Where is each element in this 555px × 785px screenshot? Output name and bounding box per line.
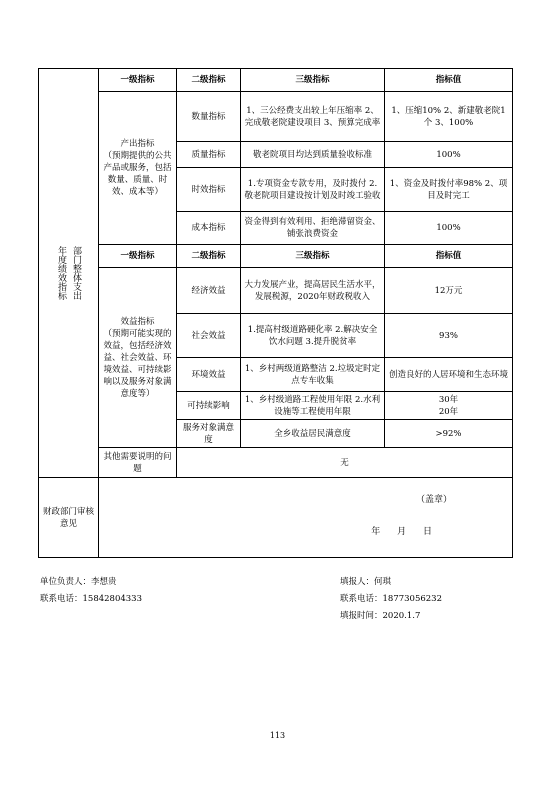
output-level2: 数量指标 [177, 92, 241, 142]
effect-level3: 1、乡村级道路工程使用年限 2.水利设施等工程使用年限 [241, 392, 385, 420]
effect-level3: 1、乡村两级道路整洁 2.垃圾定时定点专车收集 [241, 358, 385, 392]
output-value: 1、压缩10% 2、新建敬老院1个 3、100% [385, 92, 513, 142]
effect-level2: 服务对象满意度 [177, 420, 241, 448]
effect-value: 30年 20年 [385, 392, 513, 420]
output-level3: 1.专项资金专款专用，及时拨付 2.敬老院项目建设按计划及时竣工验收 [241, 168, 385, 212]
header-level1: 一级指标 [99, 245, 177, 268]
header-level3: 三级指标 [241, 69, 385, 92]
effect-value: 创造良好的人居环境和生态环境 [385, 358, 513, 392]
effect-level2: 经济效益 [177, 268, 241, 314]
effect-level2: 可持续影响 [177, 392, 241, 420]
output-value: 1、资金及时拨付率98% 2、项目及时完工 [385, 168, 513, 212]
side-label-cell [39, 69, 99, 478]
seal-text: （盖章） [415, 495, 452, 505]
output-level3: 敬老院项目均达到质量验收标准 [241, 142, 385, 168]
review-date: 年 月 日 [371, 527, 432, 537]
output-value: 100% [385, 142, 513, 168]
output-value: 100% [385, 212, 513, 245]
filler-phone: 联系电话：18773056232 [340, 594, 442, 604]
output-level3: 资金得到有效利用、拒绝滞留资金、铺张浪费资金 [241, 212, 385, 245]
finance-opinion-cell [99, 478, 513, 558]
fill-date: 填报时间：2020.1.7 [340, 611, 421, 621]
effect-value: >92% [385, 420, 513, 448]
effect-level3: 大力发展产业，提高居民生活水平，发展税源，2020年财政税收入 [241, 268, 385, 314]
side-label-col2: 年度绩效指标 [56, 246, 66, 300]
page-number: 113 [269, 731, 286, 740]
output-level2: 成本指标 [177, 212, 241, 245]
effect-value: 93% [385, 314, 513, 358]
other-label: 其他需要说明的问题 [99, 448, 177, 478]
header-level2: 二级指标 [177, 245, 241, 268]
header-level2: 二级指标 [177, 69, 241, 92]
effect-value: 12万元 [385, 268, 513, 314]
leader-phone: 联系电话：15842804333 [40, 594, 142, 604]
side-label-col1: 部门整体支出 [71, 246, 81, 300]
finance-label: 财政部门审核意见 [39, 478, 99, 558]
output-level2: 质量指标 [177, 142, 241, 168]
effect-level3: 全乡收益居民满意度 [241, 420, 385, 448]
other-value: 无 [177, 448, 513, 478]
output-level3: 1、三公经费支出较上年压缩率 2、完成敬老院建设项目 3、预算完成率 [241, 92, 385, 142]
header-level3: 三级指标 [241, 245, 385, 268]
effect-level1: 效益指标 （预期可能实现的效益，包括经济效益、社会效益、环境效益、可持续影响以及服务对象满意度等） [99, 268, 177, 448]
output-level1: 产出指标 （预期提供的公共产品或服务，包括数量、质量、时效、成本等） [99, 92, 177, 245]
header-level1: 一级指标 [99, 69, 177, 92]
unit-leader: 单位负责人：李想贵 [40, 577, 117, 587]
output-level2: 时效指标 [177, 168, 241, 212]
header-value: 指标值 [385, 69, 513, 92]
filler-name: 填报人：何琪 [340, 577, 392, 587]
effect-level2: 社会效益 [177, 314, 241, 358]
effect-level2: 环境效益 [177, 358, 241, 392]
performance-table [38, 68, 513, 558]
header-value: 指标值 [385, 245, 513, 268]
effect-level3: 1.提高村级道路硬化率 2.解决安全饮水问题 3.提升脱贫率 [241, 314, 385, 358]
